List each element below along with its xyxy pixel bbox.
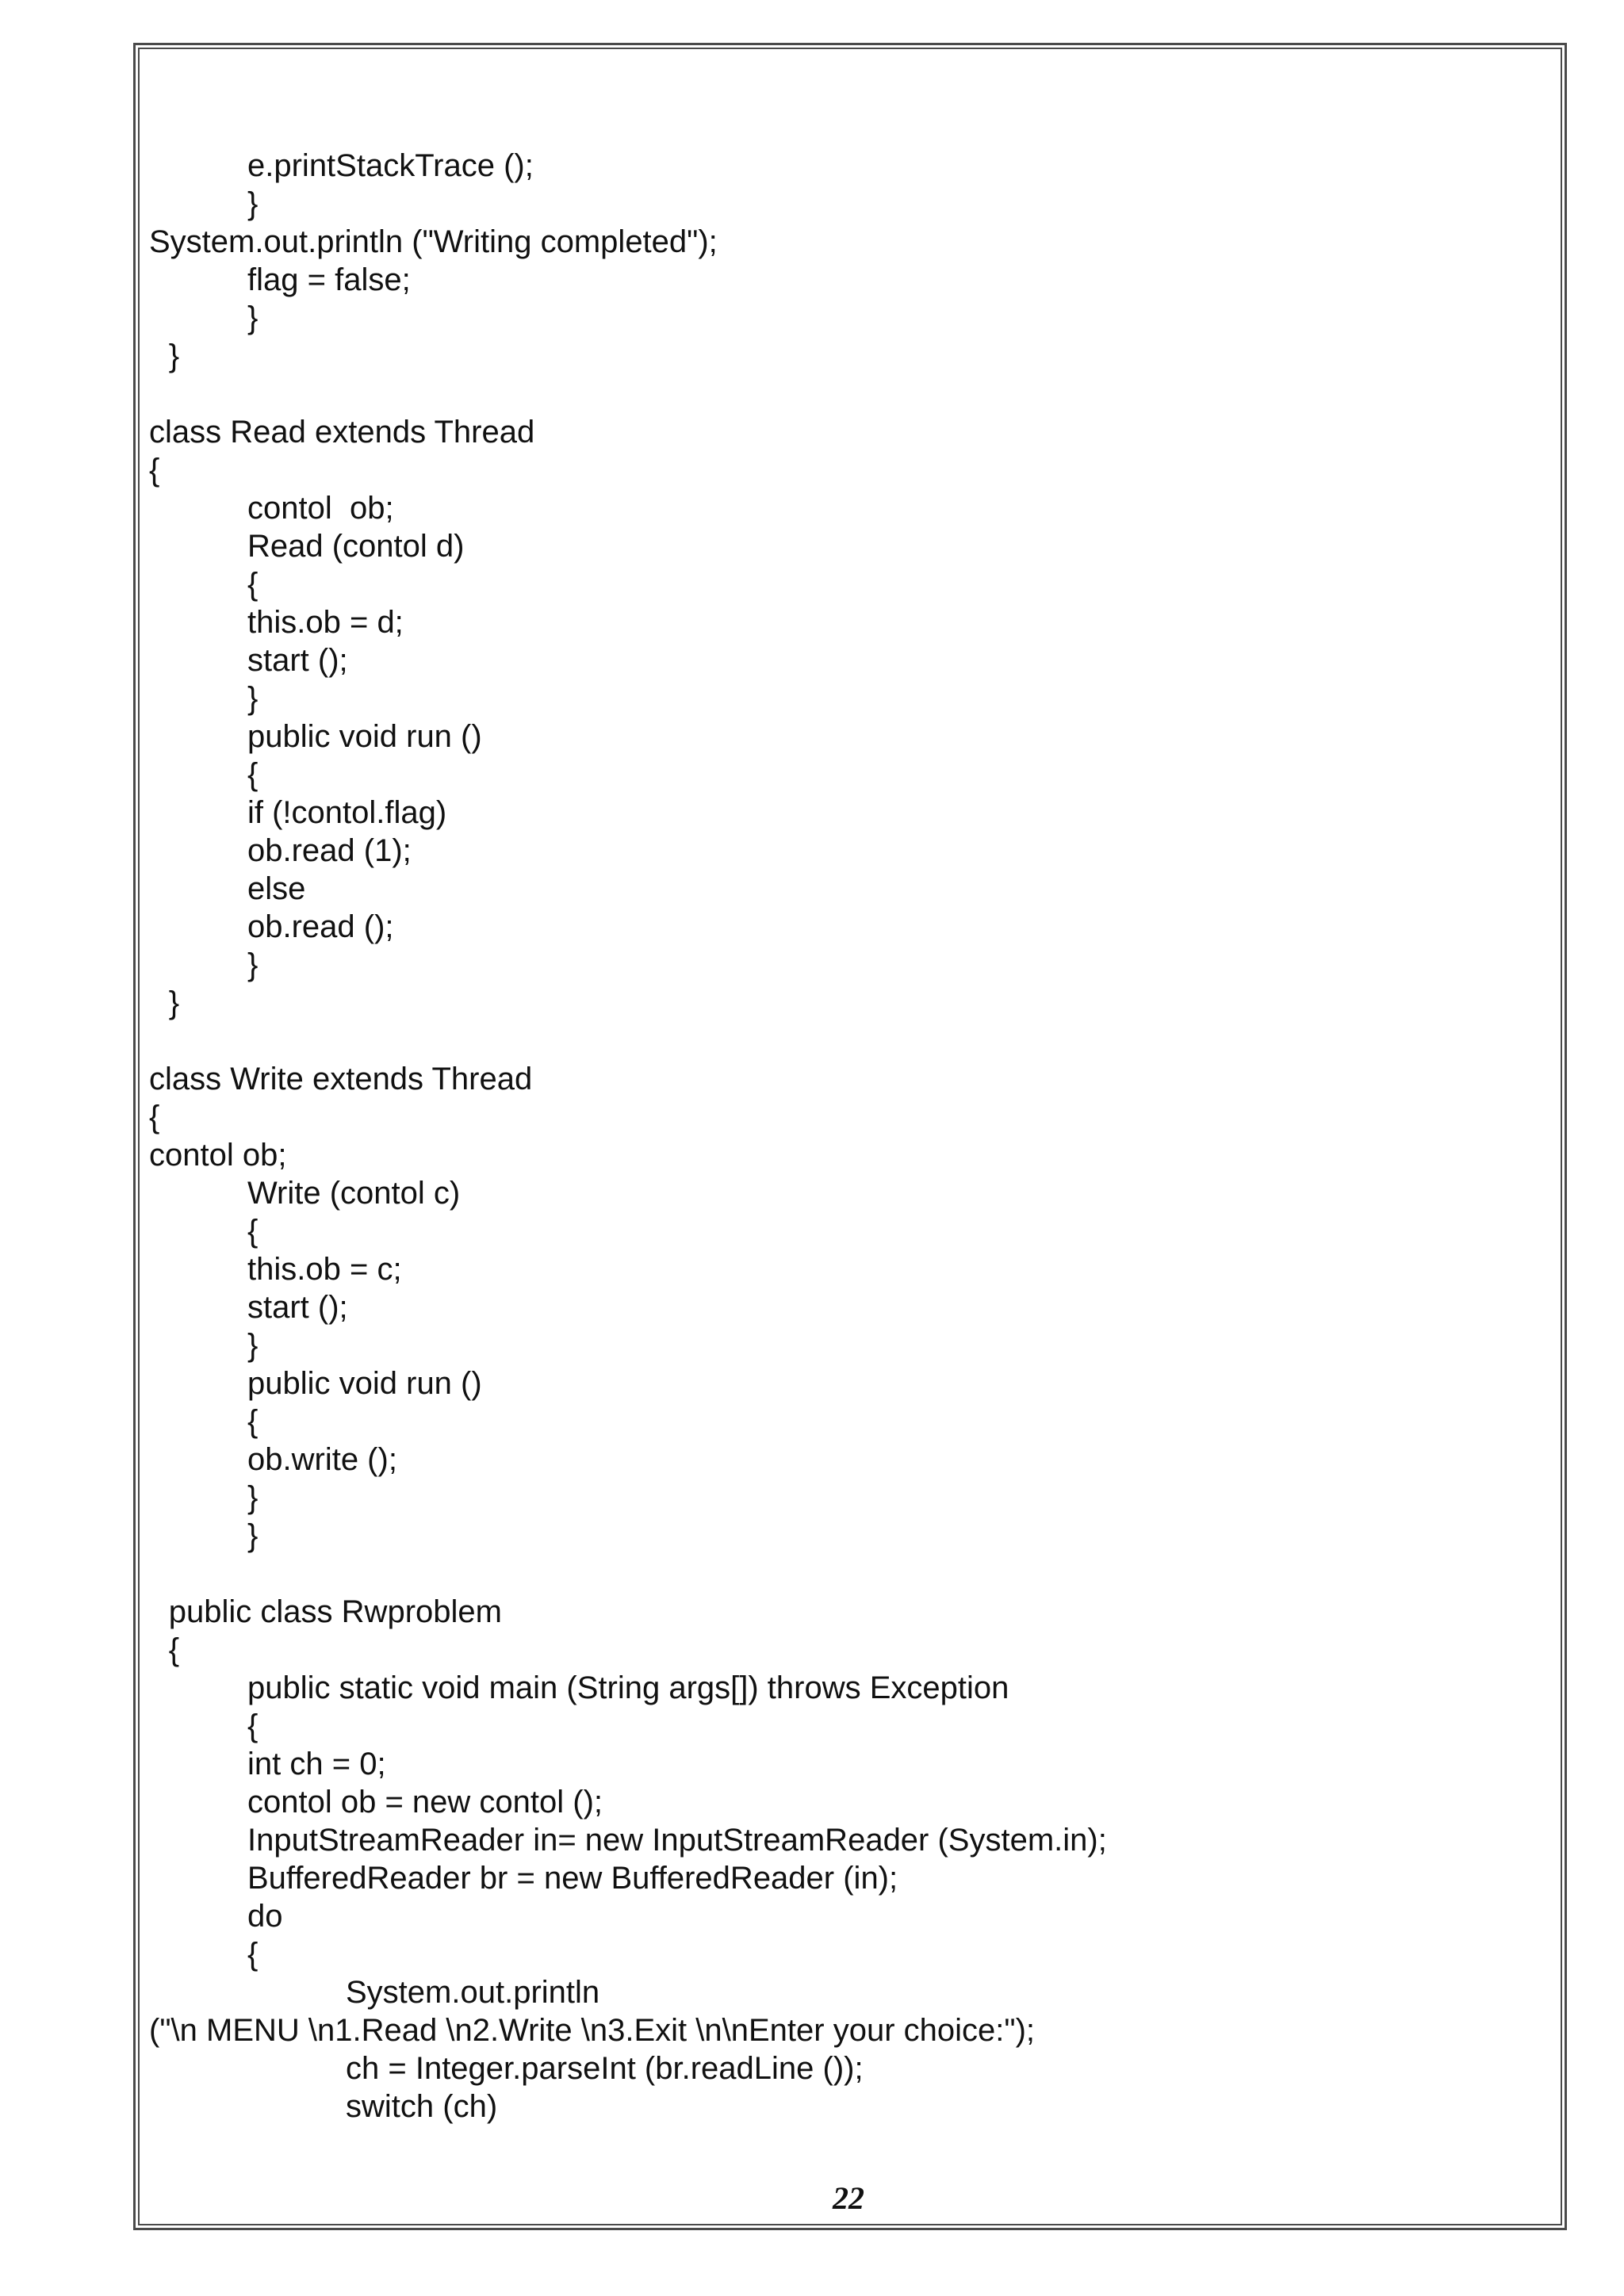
code-line: public void run () <box>247 719 482 754</box>
code-line: Read (contol d) <box>247 529 465 564</box>
code-line: InputStreamReader in= new InputStreamReader (System.in); <box>247 1823 1107 1858</box>
page-number: 22 <box>833 2180 864 2216</box>
code-line: } <box>168 985 180 1020</box>
code-line: System.out.println ("Writing completed"); <box>149 224 718 259</box>
code-line: contol ob; <box>247 491 394 526</box>
code-line: { <box>149 453 160 488</box>
code-line: ch = Integer.parseInt (br.readLine ()); <box>346 2051 864 2086</box>
code-line: } <box>247 186 259 221</box>
code-line: if (!contol.flag) <box>247 795 447 830</box>
code-line: this.ob = c; <box>247 1252 402 1287</box>
code-line: { <box>168 1632 180 1667</box>
code-line: ob.write (); <box>247 1442 397 1477</box>
code-line: ("\n MENU \n1.Read \n2.Write \n3.Exit \n\nEnter your choice:"); <box>149 2013 1036 2048</box>
code-line: do <box>247 1899 283 1934</box>
code-line: { <box>247 757 259 792</box>
code-line: BufferedReader br = new BufferedReader (in); <box>247 1861 898 1896</box>
code-line: int ch = 0; <box>247 1747 386 1781</box>
code-line: flag = false; <box>247 262 411 297</box>
code-line: } <box>247 681 259 716</box>
code-line: public void run () <box>247 1366 482 1401</box>
code-line: { <box>247 1709 259 1743</box>
code-line: Write (contol c) <box>247 1176 461 1211</box>
code-line: { <box>247 1404 259 1439</box>
code-line: } <box>247 947 259 982</box>
code-line: switch (ch) <box>346 2089 498 2124</box>
code-line: start (); <box>247 1290 348 1325</box>
code-line: this.ob = d; <box>247 605 404 640</box>
page-border-inner <box>138 48 1562 2225</box>
code-line: } <box>247 1328 259 1363</box>
code-line: } <box>247 1518 259 1553</box>
code-line: class Write extends Thread <box>149 1062 533 1096</box>
code-line: contol ob = new contol (); <box>247 1785 603 1820</box>
code-line: { <box>247 1214 259 1249</box>
code-line: ob.read (); <box>247 909 394 944</box>
code-line: start (); <box>247 643 348 678</box>
code-line: e.printStackTrace (); <box>247 148 534 183</box>
code-line: } <box>247 1480 259 1515</box>
code-line: } <box>168 339 180 373</box>
code-line: public class Rwproblem <box>168 1594 502 1629</box>
code-line: } <box>247 300 259 335</box>
code-line: public static void main (String args[]) throws Exception <box>247 1670 1009 1705</box>
code-line: System.out.println <box>346 1975 600 2010</box>
code-line: { <box>149 1100 160 1135</box>
code-line: contol ob; <box>149 1138 287 1173</box>
code-line: { <box>247 567 259 602</box>
code-line: else <box>247 871 306 906</box>
code-line: class Read extends Thread <box>149 415 535 450</box>
code-line: { <box>247 1937 259 1972</box>
code-line: ob.read (1); <box>247 833 412 868</box>
